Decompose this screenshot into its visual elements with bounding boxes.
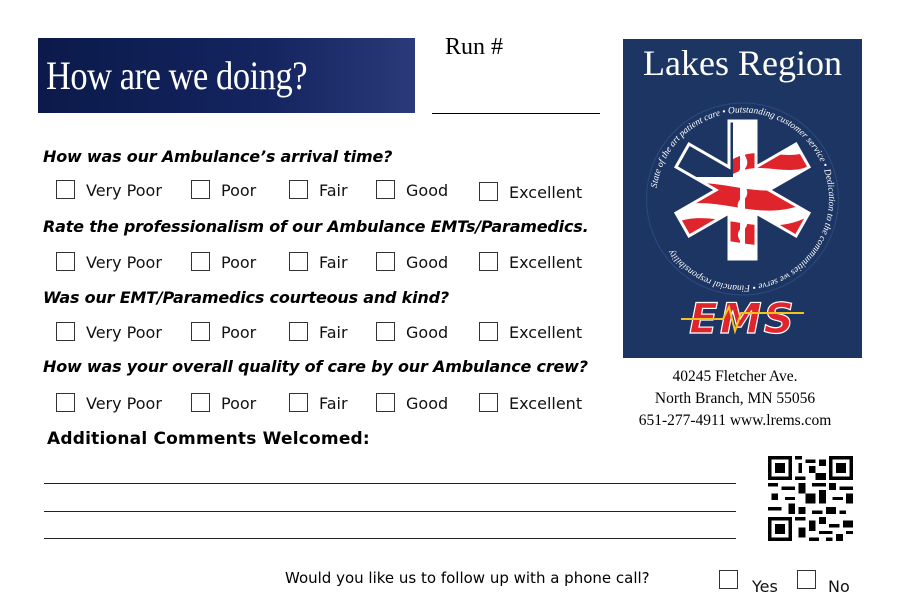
checkbox[interactable] (56, 393, 75, 412)
checkbox[interactable] (797, 570, 816, 589)
logo-title: Lakes Region (643, 43, 842, 83)
option-label: Good (406, 253, 449, 272)
q4-option-fair[interactable] (289, 393, 348, 412)
logo-ring-text (623, 39, 862, 358)
checkbox[interactable] (376, 393, 395, 412)
checkbox[interactable] (479, 322, 498, 341)
checkbox[interactable] (289, 322, 308, 341)
q3-option-poor[interactable] (191, 322, 256, 341)
option-label: Fair (319, 323, 348, 342)
q1-option-excellent[interactable] (479, 182, 582, 201)
question-arrival-time: How was our Ambulance’s arrival time? (43, 147, 393, 166)
checkbox[interactable] (376, 252, 395, 271)
ems-wordmark: EMS (689, 294, 796, 343)
option-label: Excellent (509, 394, 583, 413)
checkbox[interactable] (479, 182, 498, 201)
followup-no-option[interactable] (797, 570, 850, 596)
option-label: Good (406, 394, 449, 413)
q4-option-excellent[interactable] (479, 393, 582, 412)
address-contact: 651-277-4911 www.lrems.com (638, 412, 832, 429)
checkbox[interactable] (191, 393, 210, 412)
question-courtesy: Was our EMT/Paramedics courteous and kind? (43, 288, 449, 307)
checkbox[interactable] (191, 252, 210, 271)
q2-option-very-poor[interactable] (56, 252, 162, 271)
option-label: Fair (319, 394, 348, 413)
checkbox[interactable] (191, 180, 210, 199)
run-number-label: Run # (445, 34, 504, 60)
checkbox[interactable] (289, 393, 308, 412)
option-label: Poor (221, 181, 257, 200)
checkbox[interactable] (56, 180, 75, 199)
option-label: Very Poor (86, 181, 162, 200)
comment-line-2[interactable] (44, 511, 736, 512)
lakes-region-ems-logo (623, 39, 862, 358)
q4-option-poor[interactable] (191, 393, 256, 412)
option-label: Fair (319, 181, 348, 200)
checkbox[interactable] (289, 180, 308, 199)
svg-text:State of the art patient care (650, 105, 836, 292)
q4-option-very-poor[interactable] (56, 393, 162, 412)
checkbox[interactable] (479, 252, 498, 271)
address-block (615, 366, 855, 432)
checkbox[interactable] (56, 252, 75, 271)
title-banner (38, 38, 415, 113)
followup-yes-option[interactable] (719, 570, 778, 596)
option-label: Poor (221, 253, 257, 272)
followup-question: Would you like us to follow up with a phone call? (285, 569, 650, 587)
address-street: 40245 Fletcher Ave. (672, 368, 798, 385)
checkbox[interactable] (376, 322, 395, 341)
q3-option-very-poor[interactable] (56, 322, 162, 341)
question-professionalism: Rate the professionalism of our Ambulance EMTs/Paramedics. (43, 217, 589, 236)
option-label: Very Poor (86, 323, 162, 342)
q2-option-fair[interactable] (289, 252, 348, 271)
option-label: Poor (221, 323, 257, 342)
option-label: Very Poor (86, 253, 162, 272)
question-overall-quality: How was your overall quality of care by our Ambulance crew? (43, 357, 588, 376)
q2-option-poor[interactable] (191, 252, 256, 271)
q2-option-good[interactable] (376, 252, 448, 271)
checkbox[interactable] (376, 180, 395, 199)
comment-line-3[interactable] (44, 538, 736, 539)
q1-option-fair[interactable] (289, 180, 348, 199)
qr-code (768, 456, 853, 541)
option-label: Excellent (509, 253, 583, 272)
address-city: North Branch, MN 55056 (654, 390, 816, 407)
q3-option-excellent[interactable] (479, 322, 582, 341)
q2-option-excellent[interactable] (479, 252, 582, 271)
option-label: Poor (221, 394, 257, 413)
q1-option-very-poor[interactable] (56, 180, 162, 199)
option-label: Very Poor (86, 394, 162, 413)
option-label: No (828, 577, 850, 596)
option-label: Excellent (509, 183, 583, 202)
q3-option-good[interactable] (376, 322, 448, 341)
checkbox[interactable] (289, 252, 308, 271)
q1-option-poor[interactable] (191, 180, 256, 199)
checkbox[interactable] (479, 393, 498, 412)
option-label: Good (406, 323, 449, 342)
q1-option-good[interactable] (376, 180, 448, 199)
option-label: Fair (319, 253, 348, 272)
logo-ring-slogan: State of the art patient care • Outstanding customer service • Dedication to the communities we serve • Financial responsibility (649, 105, 837, 293)
checkbox[interactable] (719, 570, 738, 589)
checkbox[interactable] (191, 322, 210, 341)
run-number-field[interactable] (432, 113, 600, 114)
option-label: Excellent (509, 323, 583, 342)
q4-option-good[interactable] (376, 393, 448, 412)
checkbox[interactable] (56, 322, 75, 341)
page-title: How are we doing? (46, 53, 308, 98)
comments-heading: Additional Comments Welcomed: (47, 429, 370, 449)
option-label: Good (406, 181, 449, 200)
q3-option-fair[interactable] (289, 322, 348, 341)
comment-line-1[interactable] (44, 483, 736, 484)
option-label: Yes (752, 577, 778, 596)
